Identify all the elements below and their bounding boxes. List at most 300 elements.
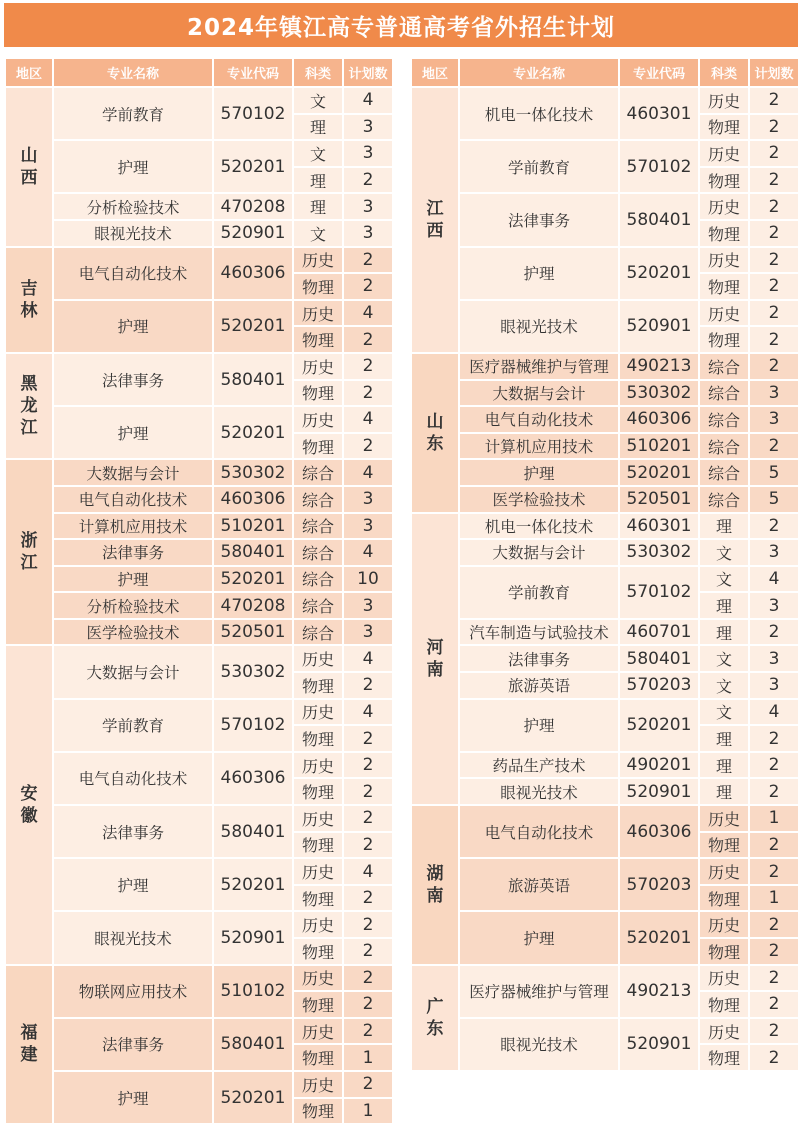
subject-cell: 历史 <box>293 1018 343 1045</box>
major-name-cell: 护理 <box>459 911 619 964</box>
major-name-cell: 眼视光技术 <box>459 300 619 353</box>
right-table-header <box>411 58 799 87</box>
count-cell: 2 <box>343 938 393 965</box>
subject-cell: 物理 <box>699 1044 749 1071</box>
header-count: 计划数 <box>343 58 393 87</box>
subject-cell: 物理 <box>699 991 749 1018</box>
major-code-cell: 520201 <box>213 1071 293 1124</box>
count-cell: 2 <box>343 380 393 407</box>
count-cell: 3 <box>749 539 799 566</box>
count-cell: 3 <box>343 114 393 141</box>
table-row <box>411 858 799 885</box>
subject-cell: 综合 <box>699 486 749 513</box>
major-code-cell: 510201 <box>213 513 293 540</box>
region-group <box>411 513 799 806</box>
count-cell: 2 <box>343 273 393 300</box>
major-code-cell: 460306 <box>619 406 699 433</box>
count-cell: 4 <box>749 566 799 593</box>
subject-cell: 理 <box>699 592 749 619</box>
table-row <box>411 486 799 513</box>
subject-cell: 物理 <box>293 380 343 407</box>
major-code-cell: 460306 <box>213 752 293 805</box>
count-cell: 5 <box>749 459 799 486</box>
region-group <box>411 965 799 1071</box>
count-cell: 2 <box>343 1071 393 1098</box>
major-code-cell: 580401 <box>213 805 293 858</box>
subject-cell: 文 <box>699 699 749 726</box>
major-name-cell: 医学检验技术 <box>53 619 213 646</box>
count-cell: 2 <box>749 167 799 194</box>
subject-cell: 综合 <box>293 459 343 486</box>
count-cell: 2 <box>343 353 393 380</box>
major-code-cell: 520201 <box>213 566 293 593</box>
count-cell: 2 <box>343 247 393 274</box>
header-region: 地区 <box>411 58 459 87</box>
count-cell: 2 <box>749 725 799 752</box>
table-row <box>411 539 799 566</box>
region-group <box>411 87 799 353</box>
table-row <box>5 247 393 274</box>
major-name-cell: 眼视光技术 <box>459 1018 619 1071</box>
left-table-header <box>5 58 393 87</box>
table-row <box>411 380 799 407</box>
subject-cell: 物理 <box>699 167 749 194</box>
major-code-cell: 490213 <box>619 965 699 1018</box>
count-cell: 1 <box>343 1098 393 1125</box>
count-cell: 4 <box>343 858 393 885</box>
major-code-cell: 530302 <box>619 380 699 407</box>
table-row <box>411 911 799 938</box>
count-cell: 3 <box>749 406 799 433</box>
subject-cell: 理 <box>293 193 343 220</box>
subject-cell: 理 <box>699 619 749 646</box>
major-name-cell: 眼视光技术 <box>459 778 619 805</box>
header-count: 计划数 <box>749 58 799 87</box>
major-name-cell: 旅游英语 <box>459 858 619 911</box>
table-row <box>5 752 393 779</box>
subject-cell: 文 <box>699 566 749 593</box>
subject-cell: 物理 <box>293 1044 343 1071</box>
major-name-cell: 法律事务 <box>53 805 213 858</box>
count-cell: 3 <box>343 486 393 513</box>
subject-cell: 理 <box>699 513 749 540</box>
table-row <box>5 911 393 938</box>
major-name-cell: 法律事务 <box>459 645 619 672</box>
major-name-cell: 眼视光技术 <box>53 911 213 964</box>
subject-cell: 文 <box>293 87 343 114</box>
count-cell: 3 <box>749 672 799 699</box>
table-row <box>5 699 393 726</box>
major-code-cell: 460301 <box>619 87 699 140</box>
table-row <box>411 752 799 779</box>
count-cell: 4 <box>343 406 393 433</box>
count-cell: 2 <box>749 938 799 965</box>
subject-cell: 综合 <box>293 539 343 566</box>
table-row <box>5 459 393 486</box>
major-code-cell: 570102 <box>619 566 699 619</box>
subject-cell: 物理 <box>293 1098 343 1125</box>
subject-cell: 文 <box>293 140 343 167</box>
subject-cell: 物理 <box>699 220 749 247</box>
major-code-cell: 520201 <box>213 300 293 353</box>
major-code-cell: 520201 <box>619 911 699 964</box>
count-cell: 1 <box>343 1044 393 1071</box>
major-code-cell: 460306 <box>213 247 293 300</box>
table-row <box>411 699 799 726</box>
count-cell: 2 <box>343 965 393 992</box>
count-cell: 3 <box>343 193 393 220</box>
subject-cell: 文 <box>699 672 749 699</box>
subject-cell: 历史 <box>699 911 749 938</box>
subject-cell: 理 <box>699 778 749 805</box>
subject-cell: 历史 <box>293 858 343 885</box>
right-plan-table <box>410 57 800 1072</box>
subject-cell: 历史 <box>293 752 343 779</box>
major-code-cell: 530302 <box>619 539 699 566</box>
count-cell: 3 <box>749 592 799 619</box>
subject-cell: 物理 <box>699 114 749 141</box>
count-cell: 5 <box>749 486 799 513</box>
left-plan-table <box>4 57 394 1125</box>
major-code-cell: 570203 <box>619 672 699 699</box>
region-cell: 广 东 <box>411 965 459 1071</box>
subject-cell: 历史 <box>293 645 343 672</box>
subject-cell: 物理 <box>293 885 343 912</box>
subject-cell: 历史 <box>699 193 749 220</box>
major-name-cell: 大数据与会计 <box>53 459 213 486</box>
count-cell: 2 <box>749 433 799 460</box>
count-cell: 2 <box>343 885 393 912</box>
major-name-cell: 旅游英语 <box>459 672 619 699</box>
subject-cell: 历史 <box>699 805 749 832</box>
subject-cell: 综合 <box>699 353 749 380</box>
table-row <box>5 1018 393 1045</box>
table-row <box>5 592 393 619</box>
count-cell: 2 <box>343 433 393 460</box>
subject-cell: 历史 <box>699 300 749 327</box>
major-code-cell: 520901 <box>619 778 699 805</box>
count-cell: 4 <box>343 300 393 327</box>
subject-cell: 理 <box>699 752 749 779</box>
table-row <box>5 539 393 566</box>
major-name-cell: 法律事务 <box>53 353 213 406</box>
major-name-cell: 护理 <box>53 300 213 353</box>
subject-cell: 历史 <box>699 247 749 274</box>
subject-cell: 综合 <box>293 566 343 593</box>
major-code-cell: 530302 <box>213 645 293 698</box>
major-name-cell: 学前教育 <box>53 699 213 752</box>
table-row <box>411 140 799 167</box>
subject-cell: 历史 <box>699 858 749 885</box>
table-row <box>411 619 799 646</box>
subject-cell: 历史 <box>293 353 343 380</box>
region-group <box>411 353 799 513</box>
table-row <box>411 965 799 992</box>
count-cell: 2 <box>749 911 799 938</box>
major-name-cell: 医疗器械维护与管理 <box>459 353 619 380</box>
major-name-cell: 机电一体化技术 <box>459 87 619 140</box>
subject-cell: 理 <box>293 114 343 141</box>
table-row <box>5 619 393 646</box>
table-row <box>5 140 393 167</box>
table-row <box>411 805 799 832</box>
major-name-cell: 分析检验技术 <box>53 592 213 619</box>
count-cell: 4 <box>749 699 799 726</box>
count-cell: 4 <box>343 459 393 486</box>
major-code-cell: 460306 <box>619 805 699 858</box>
major-code-cell: 580401 <box>213 353 293 406</box>
major-name-cell: 法律事务 <box>53 539 213 566</box>
count-cell: 2 <box>343 725 393 752</box>
major-name-cell: 护理 <box>53 566 213 593</box>
count-cell: 2 <box>749 858 799 885</box>
major-code-cell: 570203 <box>619 858 699 911</box>
count-cell: 4 <box>343 645 393 672</box>
table-row <box>5 965 393 992</box>
table-row <box>411 672 799 699</box>
major-name-cell: 电气自动化技术 <box>53 486 213 513</box>
table-row <box>5 513 393 540</box>
count-cell: 3 <box>343 592 393 619</box>
count-cell: 2 <box>343 167 393 194</box>
count-cell: 2 <box>343 326 393 353</box>
region-group <box>5 247 393 353</box>
count-cell: 2 <box>343 805 393 832</box>
subject-cell: 历史 <box>293 805 343 832</box>
major-code-cell: 520201 <box>619 699 699 752</box>
subject-cell: 历史 <box>293 247 343 274</box>
subject-cell: 物理 <box>699 273 749 300</box>
header-code: 专业代码 <box>213 58 293 87</box>
count-cell: 2 <box>749 752 799 779</box>
count-cell: 2 <box>749 114 799 141</box>
count-cell: 2 <box>749 247 799 274</box>
subject-cell: 历史 <box>699 965 749 992</box>
major-code-cell: 570102 <box>213 87 293 140</box>
major-name-cell: 护理 <box>53 858 213 911</box>
count-cell: 2 <box>749 193 799 220</box>
major-name-cell: 电气自动化技术 <box>459 805 619 858</box>
subject-cell: 物理 <box>293 725 343 752</box>
region-cell: 江 西 <box>411 87 459 353</box>
subject-cell: 综合 <box>699 459 749 486</box>
major-name-cell: 护理 <box>459 459 619 486</box>
table-row <box>5 300 393 327</box>
count-cell: 3 <box>343 619 393 646</box>
count-cell: 1 <box>749 805 799 832</box>
count-cell: 3 <box>343 220 393 247</box>
subject-cell: 历史 <box>293 965 343 992</box>
count-cell: 2 <box>749 353 799 380</box>
region-group <box>411 805 799 965</box>
major-name-cell: 护理 <box>53 406 213 459</box>
count-cell: 2 <box>749 778 799 805</box>
subject-cell: 历史 <box>699 87 749 114</box>
major-code-cell: 510201 <box>619 433 699 460</box>
count-cell: 2 <box>749 273 799 300</box>
major-name-cell: 护理 <box>53 1071 213 1124</box>
major-code-cell: 530302 <box>213 459 293 486</box>
major-name-cell: 护理 <box>53 140 213 193</box>
major-code-cell: 520901 <box>619 300 699 353</box>
major-code-cell: 470208 <box>213 592 293 619</box>
major-name-cell: 法律事务 <box>459 193 619 246</box>
count-cell: 3 <box>343 140 393 167</box>
major-code-cell: 520201 <box>213 140 293 193</box>
subject-cell: 历史 <box>293 406 343 433</box>
major-code-cell: 510102 <box>213 965 293 1018</box>
major-name-cell: 法律事务 <box>53 1018 213 1071</box>
count-cell: 2 <box>749 619 799 646</box>
subject-cell: 物理 <box>293 433 343 460</box>
subject-cell: 物理 <box>699 885 749 912</box>
subject-cell: 物理 <box>293 832 343 859</box>
subject-cell: 文 <box>699 539 749 566</box>
table-row <box>411 566 799 593</box>
subject-cell: 物理 <box>293 273 343 300</box>
count-cell: 2 <box>343 832 393 859</box>
count-cell: 2 <box>749 832 799 859</box>
table-row <box>5 645 393 672</box>
major-name-cell: 学前教育 <box>53 87 213 140</box>
major-code-cell: 520201 <box>619 247 699 300</box>
region-group <box>5 353 393 459</box>
major-name-cell: 大数据与会计 <box>459 380 619 407</box>
count-cell: 4 <box>343 539 393 566</box>
major-code-cell: 460301 <box>619 513 699 540</box>
count-cell: 3 <box>343 513 393 540</box>
count-cell: 2 <box>749 1044 799 1071</box>
major-code-cell: 520501 <box>619 486 699 513</box>
region-cell: 安 徽 <box>5 645 53 964</box>
subject-cell: 物理 <box>293 672 343 699</box>
subject-cell: 综合 <box>699 406 749 433</box>
major-name-cell: 医学检验技术 <box>459 486 619 513</box>
major-name-cell: 药品生产技术 <box>459 752 619 779</box>
table-row <box>5 858 393 885</box>
subject-cell: 物理 <box>293 991 343 1018</box>
count-cell: 3 <box>749 645 799 672</box>
major-name-cell: 计算机应用技术 <box>459 433 619 460</box>
subject-cell: 理 <box>293 167 343 194</box>
subject-cell: 综合 <box>293 486 343 513</box>
region-group <box>5 87 393 247</box>
subject-cell: 物理 <box>293 938 343 965</box>
table-row <box>5 566 393 593</box>
major-code-cell: 520501 <box>213 619 293 646</box>
region-cell: 河 南 <box>411 513 459 806</box>
major-name-cell: 计算机应用技术 <box>53 513 213 540</box>
count-cell: 2 <box>749 220 799 247</box>
count-cell: 2 <box>343 911 393 938</box>
count-cell: 4 <box>343 87 393 114</box>
table-row <box>411 353 799 380</box>
major-code-cell: 580401 <box>213 1018 293 1071</box>
count-cell: 10 <box>343 566 393 593</box>
table-row <box>411 459 799 486</box>
count-cell: 2 <box>749 326 799 353</box>
table-row <box>411 193 799 220</box>
major-name-cell: 医疗器械维护与管理 <box>459 965 619 1018</box>
table-row <box>411 87 799 114</box>
table-row <box>5 1071 393 1098</box>
region-cell: 黑 龙 江 <box>5 353 53 459</box>
table-row <box>5 486 393 513</box>
table-row <box>5 220 393 247</box>
major-name-cell: 护理 <box>459 699 619 752</box>
subject-cell: 综合 <box>293 592 343 619</box>
subject-cell: 历史 <box>293 1071 343 1098</box>
count-cell: 4 <box>343 699 393 726</box>
major-name-cell: 眼视光技术 <box>53 220 213 247</box>
count-cell: 2 <box>749 991 799 1018</box>
header-subject: 科类 <box>293 58 343 87</box>
count-cell: 2 <box>343 778 393 805</box>
header-code: 专业代码 <box>619 58 699 87</box>
table-row <box>5 805 393 832</box>
subject-cell: 历史 <box>293 300 343 327</box>
subject-cell: 理 <box>699 725 749 752</box>
subject-cell: 文 <box>293 220 343 247</box>
major-name-cell: 大数据与会计 <box>459 539 619 566</box>
region-cell: 福 建 <box>5 965 53 1125</box>
region-group <box>5 459 393 645</box>
major-code-cell: 570102 <box>619 140 699 193</box>
major-code-cell: 520901 <box>213 911 293 964</box>
subject-cell: 历史 <box>699 1018 749 1045</box>
table-row <box>5 193 393 220</box>
count-cell: 2 <box>749 300 799 327</box>
count-cell: 2 <box>343 752 393 779</box>
major-code-cell: 460701 <box>619 619 699 646</box>
major-name-cell: 电气自动化技术 <box>459 406 619 433</box>
header-subject: 科类 <box>699 58 749 87</box>
table-row <box>411 778 799 805</box>
major-code-cell: 470208 <box>213 193 293 220</box>
major-code-cell: 460306 <box>213 486 293 513</box>
subject-cell: 综合 <box>293 513 343 540</box>
region-cell: 湖 南 <box>411 805 459 965</box>
region-group <box>5 645 393 964</box>
subject-cell: 物理 <box>293 326 343 353</box>
count-cell: 3 <box>749 380 799 407</box>
table-row <box>5 87 393 114</box>
subject-cell: 文 <box>699 645 749 672</box>
count-cell: 2 <box>749 140 799 167</box>
major-name-cell: 电气自动化技术 <box>53 247 213 300</box>
count-cell: 2 <box>749 513 799 540</box>
region-cell: 吉 林 <box>5 247 53 353</box>
major-code-cell: 570102 <box>213 699 293 752</box>
table-row <box>411 1018 799 1045</box>
subject-cell: 物理 <box>699 832 749 859</box>
header-major: 专业名称 <box>53 58 213 87</box>
major-name-cell: 汽车制造与试验技术 <box>459 619 619 646</box>
page-title: 2024年镇江高专普通高考省外招生计划 <box>4 3 798 47</box>
major-name-cell: 学前教育 <box>459 140 619 193</box>
count-cell: 2 <box>343 672 393 699</box>
major-code-cell: 580401 <box>619 193 699 246</box>
subject-cell: 历史 <box>293 699 343 726</box>
table-row <box>5 406 393 433</box>
major-code-cell: 520901 <box>619 1018 699 1071</box>
region-cell: 山 西 <box>5 87 53 247</box>
major-name-cell: 机电一体化技术 <box>459 513 619 540</box>
header-major: 专业名称 <box>459 58 619 87</box>
subject-cell: 物理 <box>293 778 343 805</box>
count-cell: 2 <box>749 87 799 114</box>
table-row <box>411 645 799 672</box>
